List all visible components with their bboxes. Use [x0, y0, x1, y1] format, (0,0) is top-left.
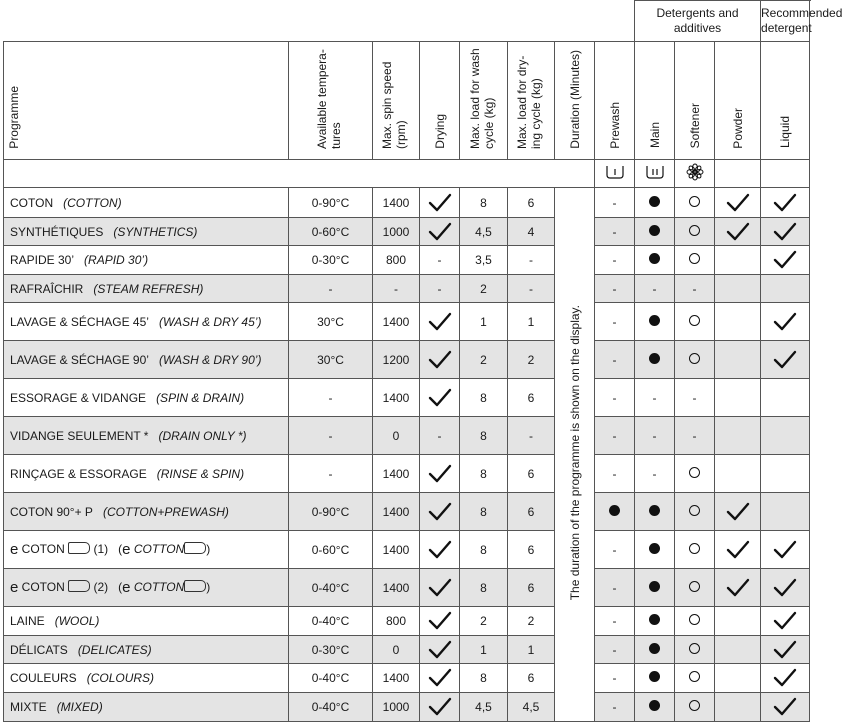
programme-row [4, 455, 810, 493]
check-icon [428, 611, 452, 631]
programme-name: LAINE (WOOL) [4, 607, 289, 636]
liquid-cell [761, 664, 810, 693]
softener-cell [675, 455, 715, 493]
prewash-cell: - [595, 664, 635, 693]
powder-cell [715, 693, 761, 722]
liquid-cell [761, 303, 810, 341]
wash-load-cell: 8 [460, 188, 508, 218]
programme-row [4, 569, 810, 607]
prewash-cell: - [595, 275, 635, 303]
dry-load-cell: 2 [508, 607, 555, 636]
liquid-cell [761, 455, 810, 493]
powder-cell [715, 379, 761, 417]
softener-cell [675, 341, 715, 379]
dry-load-cell: 6 [508, 455, 555, 493]
filled-dot-icon [649, 505, 660, 516]
check-icon [773, 578, 797, 598]
dry-load-cell: 1 [508, 636, 555, 664]
check-icon [773, 640, 797, 660]
softener-cell [675, 636, 715, 664]
tub-icon [68, 580, 90, 592]
powder-cell [715, 275, 761, 303]
main-cell: - [635, 379, 675, 417]
temperature-cell: 0-60°C [289, 218, 373, 246]
check-icon [428, 388, 452, 408]
spin-speed-cell: 0 [373, 636, 420, 664]
drying-cell [420, 493, 460, 531]
wash-load-cell: 2 [460, 607, 508, 636]
check-icon [428, 312, 452, 332]
powder-cell [715, 569, 761, 607]
open-circle-icon [689, 196, 700, 207]
liquid-cell [761, 636, 810, 664]
dry-load-cell: 6 [508, 664, 555, 693]
wash-load-cell: 8 [460, 493, 508, 531]
softener-cell [675, 246, 715, 275]
dry-load-header: Max. load for dry-ing cycle (kg) [508, 42, 555, 160]
dry-load-cell: 1 [508, 303, 555, 341]
temperature-cell: - [289, 275, 373, 303]
programme-name: e COTON (2) (e COTTON ) [4, 569, 289, 607]
filled-dot-icon [649, 671, 660, 682]
softener-cell: - [675, 417, 715, 455]
main-wash-compartment-icon [644, 164, 666, 180]
open-circle-icon [689, 700, 700, 711]
temperature-cell: 0-40°C [289, 664, 373, 693]
main-cell: - [635, 417, 675, 455]
check-icon [428, 697, 452, 717]
programme-row [4, 341, 810, 379]
filled-dot-icon [649, 700, 660, 711]
filled-dot-icon [649, 196, 660, 207]
powder-cell [715, 341, 761, 379]
open-circle-icon [689, 225, 700, 236]
main-cell [635, 341, 675, 379]
powder-cell [715, 246, 761, 275]
softener-cell [675, 531, 715, 569]
programme-name: COULEURS (COLOURS) [4, 664, 289, 693]
tub-icon [184, 580, 206, 592]
wash-load-header: Max. load for wash cycle (kg) [460, 42, 508, 160]
spin-speed-cell: 1000 [373, 218, 420, 246]
check-icon [773, 312, 797, 332]
main-cell [635, 664, 675, 693]
programme-row [4, 379, 810, 417]
liquid-cell [761, 275, 810, 303]
check-icon [428, 578, 452, 598]
powder-cell [715, 188, 761, 218]
powder-cell [715, 303, 761, 341]
programme-name: LAVAGE & SÉCHAGE 90’ (WASH & DRY 90’) [4, 341, 289, 379]
check-icon [726, 193, 750, 213]
temperature-cell: - [289, 417, 373, 455]
wash-load-cell: 8 [460, 417, 508, 455]
drying-cell [420, 693, 460, 722]
filled-dot-icon [649, 543, 660, 554]
dry-load-cell: 6 [508, 188, 555, 218]
dry-load-cell: 6 [508, 493, 555, 531]
check-icon [773, 611, 797, 631]
softener-cell [675, 693, 715, 722]
softener-cell: - [675, 379, 715, 417]
spin-speed-cell: 0 [373, 417, 420, 455]
programme-name: VIDANGE SEULEMENT * (DRAIN ONLY *) [4, 417, 289, 455]
open-circle-icon [689, 671, 700, 682]
prewash-cell: - [595, 455, 635, 493]
softener-cell [675, 218, 715, 246]
softener-cell [675, 188, 715, 218]
temperature-cell: 0-90°C [289, 188, 373, 218]
wash-load-cell: 8 [460, 379, 508, 417]
check-icon [773, 697, 797, 717]
prewash-compartment-icon [604, 164, 626, 180]
temperature-header: Available tempera-tures [289, 42, 373, 160]
programme-name: SYNTHÉTIQUES (SYNTHETICS) [4, 218, 289, 246]
recommended-group-header: Recommended detergent [761, 1, 810, 42]
check-icon [428, 222, 452, 242]
open-circle-icon [689, 353, 700, 364]
programme-row [4, 417, 810, 455]
dry-load-cell: 4,5 [508, 693, 555, 722]
wash-load-cell: 8 [460, 569, 508, 607]
programme-row [4, 493, 810, 531]
temperature-cell: 0-40°C [289, 569, 373, 607]
spin-speed-cell: 800 [373, 246, 420, 275]
programme-name: ESSORAGE & VIDANGE (SPIN & DRAIN) [4, 379, 289, 417]
check-icon [726, 222, 750, 242]
programme-name: RINÇAGE & ESSORAGE (RINSE & SPIN) [4, 455, 289, 493]
liquid-cell [761, 218, 810, 246]
filled-dot-icon [649, 643, 660, 654]
temperature-cell: 0-30°C [289, 636, 373, 664]
temperature-cell: 0-60°C [289, 531, 373, 569]
programme-name: DÉLICATS (DELICATES) [4, 636, 289, 664]
dry-load-cell: 6 [508, 379, 555, 417]
eco-icon: e [10, 579, 19, 596]
drying-cell [420, 379, 460, 417]
drying-cell: - [420, 275, 460, 303]
eco-icon: e [122, 541, 131, 558]
filled-dot-icon [649, 225, 660, 236]
powder-cell [715, 636, 761, 664]
liquid-cell [761, 693, 810, 722]
wash-load-cell: 8 [460, 531, 508, 569]
main-cell [635, 636, 675, 664]
spin-speed-cell: - [373, 275, 420, 303]
programme-name: RAPIDE 30’ (RAPID 30’) [4, 246, 289, 275]
check-icon [726, 540, 750, 560]
spin-speed-cell: 1400 [373, 493, 420, 531]
open-circle-icon [689, 614, 700, 625]
prewash-cell: - [595, 188, 635, 218]
prewash-cell: - [595, 379, 635, 417]
check-icon [428, 464, 452, 484]
spin-speed-cell: 800 [373, 607, 420, 636]
check-icon [428, 640, 452, 660]
drying-cell [420, 607, 460, 636]
filled-dot-icon [649, 581, 660, 592]
programme-header: Programme [4, 42, 289, 160]
liquid-cell [761, 569, 810, 607]
liquid-cell [761, 607, 810, 636]
powder-cell [715, 664, 761, 693]
prewash-cell [595, 493, 635, 531]
wash-load-cell: 4,5 [460, 218, 508, 246]
main-cell [635, 218, 675, 246]
main-cell: - [635, 455, 675, 493]
softener-header: Softener [675, 42, 715, 160]
filled-dot-icon [649, 353, 660, 364]
liquid-cell [761, 188, 810, 218]
main-cell [635, 493, 675, 531]
softener-cell: - [675, 275, 715, 303]
dry-load-cell: 2 [508, 341, 555, 379]
drying-cell [420, 455, 460, 493]
eco-icon: e [122, 579, 131, 596]
main-cell [635, 531, 675, 569]
wash-load-cell: 2 [460, 275, 508, 303]
duration-note-cell: The duration of the programme is shown on the display. [555, 188, 595, 722]
programme-table [3, 0, 842, 722]
check-icon [773, 540, 797, 560]
main-header: Main [635, 42, 675, 160]
group-header-row [4, 1, 810, 42]
programme-row [4, 188, 810, 218]
check-icon [726, 502, 750, 522]
open-circle-icon [689, 581, 700, 592]
main-cell [635, 693, 675, 722]
filled-dot-icon [649, 614, 660, 625]
open-circle-icon [689, 543, 700, 554]
liquid-cell [761, 417, 810, 455]
filled-dot-icon [649, 253, 660, 264]
column-header-row [4, 42, 810, 160]
drying-cell [420, 341, 460, 379]
check-icon [773, 193, 797, 213]
check-icon [773, 222, 797, 242]
drying-cell: - [420, 417, 460, 455]
check-icon [428, 193, 452, 213]
prewash-cell: - [595, 569, 635, 607]
check-icon [773, 250, 797, 270]
softener-cell [675, 664, 715, 693]
programme-row [4, 636, 810, 664]
tub-icon [68, 542, 90, 554]
temperature-cell: 0-30°C [289, 246, 373, 275]
open-circle-icon [689, 505, 700, 516]
duration-header: Duration (Minutes) [555, 42, 595, 160]
filled-dot-icon [609, 505, 620, 516]
liquid-cell [761, 531, 810, 569]
eco-icon: e [10, 541, 19, 558]
check-icon [773, 350, 797, 370]
temperature-cell: 0-40°C [289, 607, 373, 636]
prewash-cell: - [595, 303, 635, 341]
programme-name: COTON (COTTON) [4, 188, 289, 218]
softener-cell [675, 493, 715, 531]
drying-cell [420, 569, 460, 607]
powder-cell [715, 607, 761, 636]
spin-speed-cell: 1400 [373, 531, 420, 569]
programme-name: RAFRAÎCHIR (STEAM REFRESH) [4, 275, 289, 303]
powder-cell [715, 493, 761, 531]
detergents-group-header: Detergents and additives [635, 1, 761, 42]
check-icon [726, 578, 750, 598]
spin-speed-cell: 1400 [373, 188, 420, 218]
programme-row [4, 693, 810, 722]
wash-load-cell: 4,5 [460, 693, 508, 722]
liquid-cell [761, 341, 810, 379]
spin-speed-cell: 1400 [373, 303, 420, 341]
softener-cell [675, 607, 715, 636]
programme-name: MIXTE (MIXED) [4, 693, 289, 722]
main-cell [635, 188, 675, 218]
drying-cell [420, 531, 460, 569]
main-cell: - [635, 275, 675, 303]
open-circle-icon [689, 643, 700, 654]
spin-speed-cell: 1000 [373, 693, 420, 722]
dry-load-cell: - [508, 246, 555, 275]
dry-load-cell: 6 [508, 569, 555, 607]
prewash-cell: - [595, 531, 635, 569]
powder-cell [715, 531, 761, 569]
dry-load-cell: - [508, 417, 555, 455]
prewash-cell: - [595, 341, 635, 379]
programme-row [4, 218, 810, 246]
prewash-header: Prewash [595, 42, 635, 160]
programme-row [4, 303, 810, 341]
drying-header: Drying [420, 42, 460, 160]
programme-row [4, 664, 810, 693]
wash-load-cell: 8 [460, 664, 508, 693]
check-icon [773, 668, 797, 688]
spin-speed-cell: 1200 [373, 341, 420, 379]
icon-row [4, 160, 810, 188]
programme-row [4, 275, 810, 303]
powder-header: Powder [715, 42, 761, 160]
prewash-cell: - [595, 607, 635, 636]
spin-speed-cell: 1400 [373, 664, 420, 693]
check-icon [428, 540, 452, 560]
wash-load-cell: 1 [460, 636, 508, 664]
programme-row [4, 531, 810, 569]
temperature-cell: - [289, 455, 373, 493]
prewash-cell: - [595, 218, 635, 246]
check-icon [428, 350, 452, 370]
main-cell [635, 246, 675, 275]
spin-speed-cell: 1400 [373, 379, 420, 417]
softener-cell [675, 569, 715, 607]
spin-speed-cell: 1400 [373, 455, 420, 493]
programme-row [4, 607, 810, 636]
temperature-cell: 0-40°C [289, 693, 373, 722]
temperature-cell: 0-90°C [289, 493, 373, 531]
open-circle-icon [689, 315, 700, 326]
wash-load-cell: 8 [460, 455, 508, 493]
drying-cell [420, 664, 460, 693]
temperature-cell: - [289, 379, 373, 417]
liquid-cell [761, 493, 810, 531]
powder-cell [715, 455, 761, 493]
open-circle-icon [689, 467, 700, 478]
main-cell [635, 569, 675, 607]
check-icon [428, 502, 452, 522]
programme-name: e COTON (1) (e COTTON ) [4, 531, 289, 569]
softener-cell [675, 303, 715, 341]
temperature-cell: 30°C [289, 341, 373, 379]
main-cell [635, 607, 675, 636]
prewash-cell: - [595, 246, 635, 275]
tub-icon [184, 542, 206, 554]
spin-speed-cell: 1400 [373, 569, 420, 607]
programme-name: COTON 90°+ P (COTTON+PREWASH) [4, 493, 289, 531]
programme-row [4, 246, 810, 275]
dry-load-cell: 6 [508, 531, 555, 569]
prewash-cell: - [595, 417, 635, 455]
check-icon [428, 668, 452, 688]
dry-load-cell: - [508, 275, 555, 303]
liquid-cell [761, 246, 810, 275]
dry-load-cell: 4 [508, 218, 555, 246]
wash-load-cell: 3,5 [460, 246, 508, 275]
programme-name: LAVAGE & SÉCHAGE 45’ (WASH & DRY 45’) [4, 303, 289, 341]
liquid-header: Liquid [761, 42, 810, 160]
drying-cell [420, 218, 460, 246]
drying-cell: - [420, 246, 460, 275]
main-cell [635, 303, 675, 341]
drying-cell [420, 303, 460, 341]
prewash-cell: - [595, 693, 635, 722]
wash-load-cell: 2 [460, 341, 508, 379]
drying-cell [420, 636, 460, 664]
filled-dot-icon [649, 315, 660, 326]
drying-cell [420, 188, 460, 218]
softener-flower-icon [686, 163, 704, 181]
open-circle-icon [689, 253, 700, 264]
prewash-cell: - [595, 636, 635, 664]
powder-cell [715, 218, 761, 246]
wash-load-cell: 1 [460, 303, 508, 341]
temperature-cell: 30°C [289, 303, 373, 341]
liquid-cell [761, 379, 810, 417]
powder-cell [715, 417, 761, 455]
spin-speed-header: Max. spin speed (rpm) [373, 42, 420, 160]
